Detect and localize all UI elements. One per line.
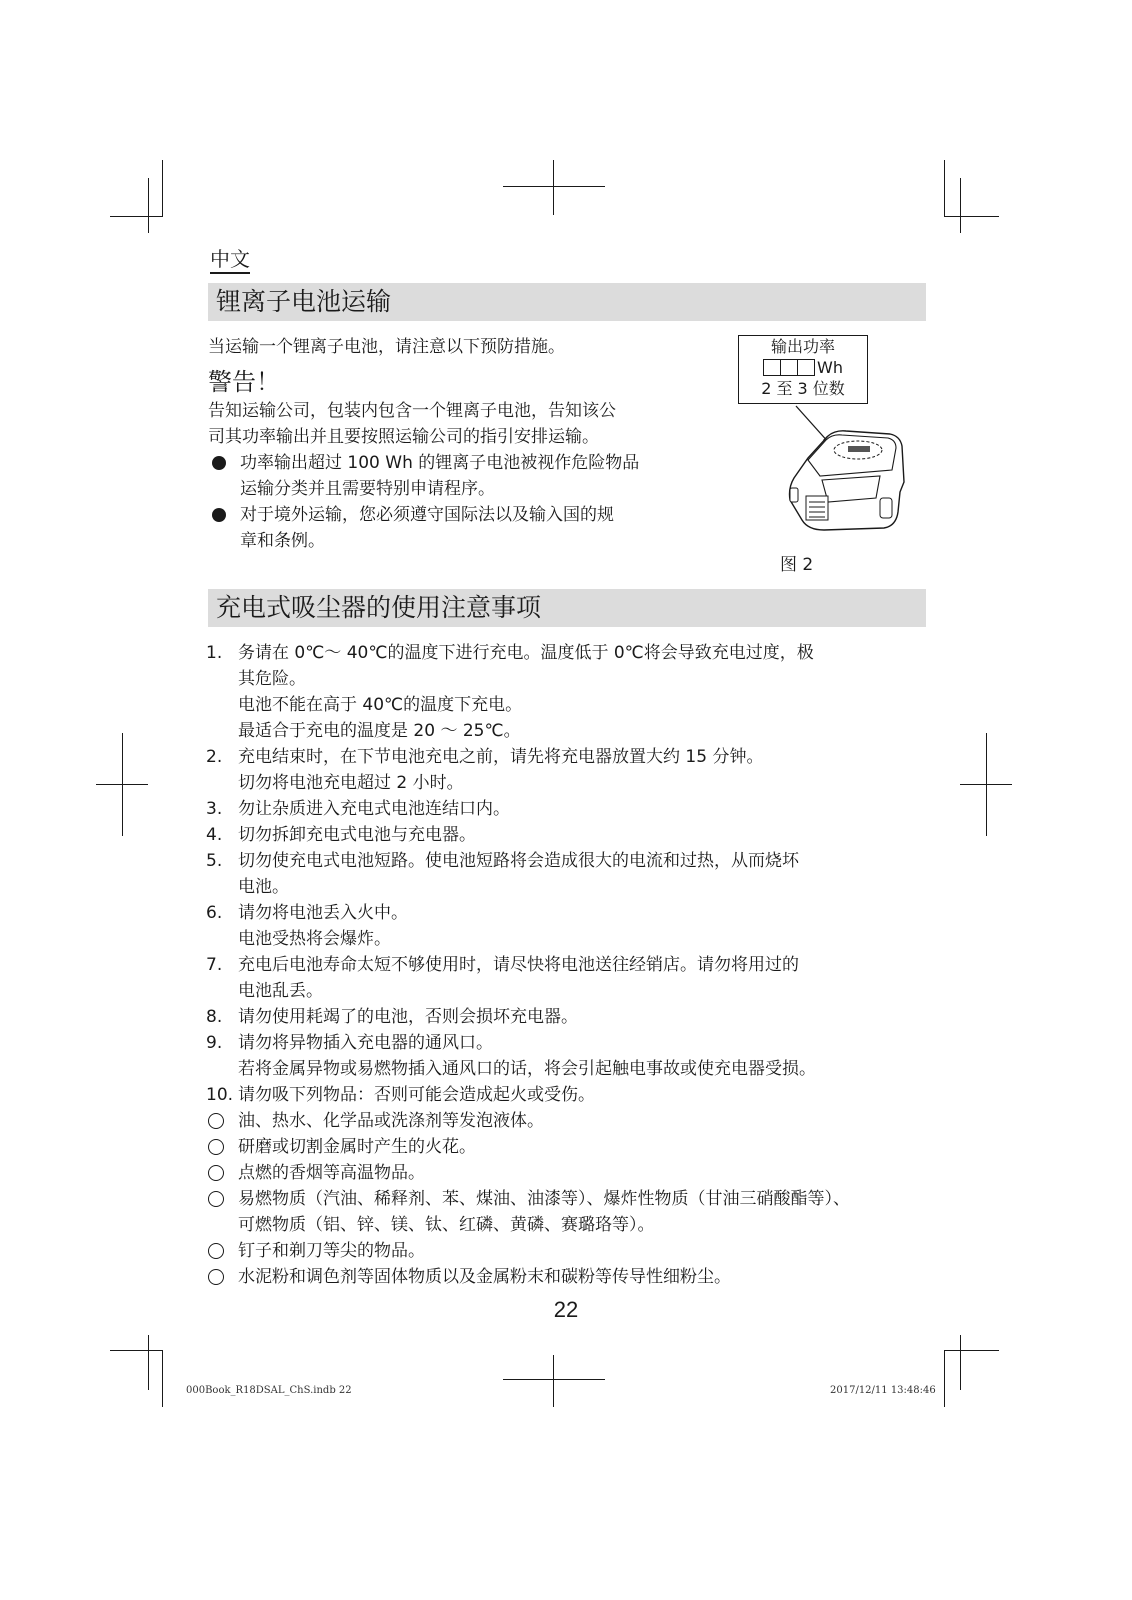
list-item bbox=[206, 900, 926, 952]
item-line: 请勿将异物插入充电器的通风口。 bbox=[238, 1033, 493, 1053]
circle-bullet-icon bbox=[208, 1139, 224, 1155]
circle-list-item bbox=[206, 1238, 926, 1264]
bullet-line: 功率输出超过 100 Wh 的锂离子电池被视作危险物品 bbox=[240, 453, 640, 473]
list-item bbox=[206, 1004, 926, 1030]
circle-list-item bbox=[206, 1264, 926, 1290]
circle-bullet-icon bbox=[208, 1165, 224, 1181]
list-item bbox=[206, 822, 926, 848]
power-output-label: 输出功率 bbox=[770, 337, 835, 356]
item-number: 9. bbox=[206, 1033, 223, 1053]
item-number: 8. bbox=[206, 1007, 223, 1027]
item-line: 充电结束时，在下节电池充电之前，请先将充电器放置大约 15 分钟。 bbox=[238, 747, 764, 767]
section-title-usage-precautions: 充电式吸尘器的使用注意事项 bbox=[208, 589, 926, 627]
item-number: 4. bbox=[206, 825, 223, 845]
item-number: 2. bbox=[206, 747, 223, 767]
item-line: 点燃的香烟等高温物品。 bbox=[238, 1163, 425, 1183]
digit-box bbox=[798, 359, 815, 376]
warning-line: 司其功率输出并且要按照运输公司的指引安排运输。 bbox=[208, 427, 599, 447]
list-item bbox=[206, 744, 926, 796]
bullet-line: 章和条例。 bbox=[240, 531, 325, 551]
language-label: 中文 bbox=[210, 248, 250, 274]
circle-bullet-icon bbox=[208, 1243, 224, 1259]
item-line: 若将金属异物或易燃物插入通风口的话，将会引起触电事故或使充电器受损。 bbox=[238, 1059, 816, 1079]
circle-list-item bbox=[206, 1134, 926, 1160]
section-title-battery-transport: 锂离子电池运输 bbox=[208, 283, 926, 321]
bullet-dot-icon bbox=[212, 456, 226, 470]
list-item bbox=[206, 796, 926, 822]
item-line: 请勿将电池丢入火中。 bbox=[238, 903, 408, 923]
list-item bbox=[206, 848, 926, 900]
item-line: 切勿拆卸充电式电池与充电器。 bbox=[238, 825, 476, 845]
item-line: 其危险。 bbox=[238, 669, 306, 689]
wh-digit-row bbox=[739, 357, 867, 378]
bullet-dot-icon bbox=[212, 508, 226, 522]
circle-list-item bbox=[206, 1108, 926, 1134]
warning-line: 告知运输公司，包装内包含一个锂离子电池，告知该公 bbox=[208, 401, 616, 421]
item-line: 电池。 bbox=[238, 877, 289, 897]
battery-illustration bbox=[780, 400, 910, 550]
bullet-item bbox=[208, 450, 708, 502]
digit-box bbox=[763, 359, 781, 376]
item-line: 钉子和剃刀等尖的物品。 bbox=[238, 1241, 425, 1261]
item-line: 电池乱丢。 bbox=[238, 981, 323, 1001]
list-item bbox=[206, 1030, 926, 1082]
item-line: 易燃物质（汽油、稀释剂、苯、煤油、油漆等）、爆炸性物质（甘油三硝酸酯等）、 bbox=[238, 1189, 850, 1209]
item-line: 请勿使用耗竭了的电池，否则会损坏充电器。 bbox=[238, 1007, 578, 1027]
item-line: 请勿吸下列物品：否则可能会造成起火或受伤。 bbox=[238, 1085, 595, 1105]
item-number: 6. bbox=[206, 903, 223, 923]
item-line: 切勿将电池充电超过 2 小时。 bbox=[238, 773, 464, 793]
digit-count-label: 2 至 3 位数 bbox=[761, 379, 845, 398]
power-output-label-box bbox=[738, 335, 868, 404]
item-number: 1. bbox=[206, 643, 223, 663]
page-number: 22 bbox=[553, 1297, 579, 1322]
item-line: 最适合于充电的温度是 20 ～ 25℃。 bbox=[238, 721, 521, 741]
circle-bullet-icon bbox=[208, 1269, 224, 1285]
intro-text: 当运输一个锂离子电池，请注意以下预防措施。 bbox=[208, 337, 565, 357]
footer-filename: 000Book_R18DSAL_ChS.indb 22 bbox=[186, 1385, 352, 1396]
item-line: 务请在 0℃～ 40℃的温度下进行充电。温度低于 0℃将会导致充电过度，极 bbox=[238, 643, 814, 663]
item-line: 电池不能在高于 40℃的温度下充电。 bbox=[238, 695, 523, 715]
bullet-line: 运输分类并且需要特别申请程序。 bbox=[240, 479, 495, 499]
bullet-line: 对于境外运输，您必须遵守国际法以及输入国的规 bbox=[240, 505, 614, 525]
item-number: 7. bbox=[206, 955, 223, 975]
item-line: 电池受热将会爆炸。 bbox=[238, 929, 391, 949]
digit-box bbox=[781, 359, 798, 376]
circle-bullet-icon bbox=[208, 1191, 224, 1207]
item-number: 3. bbox=[206, 799, 223, 819]
figure-caption: 图 2 bbox=[780, 555, 814, 575]
list-item bbox=[206, 640, 926, 744]
section-battery-transport-body bbox=[208, 334, 708, 554]
item-number: 5. bbox=[206, 851, 223, 871]
item-line: 勿让杂质进入充电式电池连结口内。 bbox=[238, 799, 510, 819]
footer-timestamp: 2017/12/11 13:48:46 bbox=[830, 1385, 936, 1396]
item-line: 充电后电池寿命太短不够使用时，请尽快将电池送往经销店。请勿将用过的 bbox=[238, 955, 799, 975]
circle-list-item bbox=[206, 1160, 926, 1186]
precautions-list bbox=[206, 640, 926, 1290]
item-line: 水泥粉和调色剂等固体物质以及金属粉末和碳粉等传导性细粉尘。 bbox=[238, 1267, 731, 1287]
warning-title: 警告！ bbox=[208, 368, 280, 396]
circle-list-item bbox=[206, 1186, 926, 1238]
list-item bbox=[206, 952, 926, 1004]
wh-unit: Wh bbox=[817, 358, 843, 377]
item-line: 研磨或切割金属时产生的火花。 bbox=[238, 1137, 476, 1157]
item-line: 切勿使充电式电池短路。使电池短路将会造成很大的电流和过热，从而烧坏 bbox=[238, 851, 799, 871]
bullet-item bbox=[208, 502, 708, 554]
item-line: 可燃物质（铝、锌、镁、钛、红磷、黄磷、赛璐珞等）。 bbox=[238, 1215, 655, 1235]
circle-bullet-icon bbox=[208, 1113, 224, 1129]
list-item bbox=[206, 1082, 926, 1108]
item-number: 10. bbox=[206, 1085, 234, 1105]
item-line: 油、热水、化学品或洗涤剂等发泡液体。 bbox=[238, 1111, 544, 1131]
